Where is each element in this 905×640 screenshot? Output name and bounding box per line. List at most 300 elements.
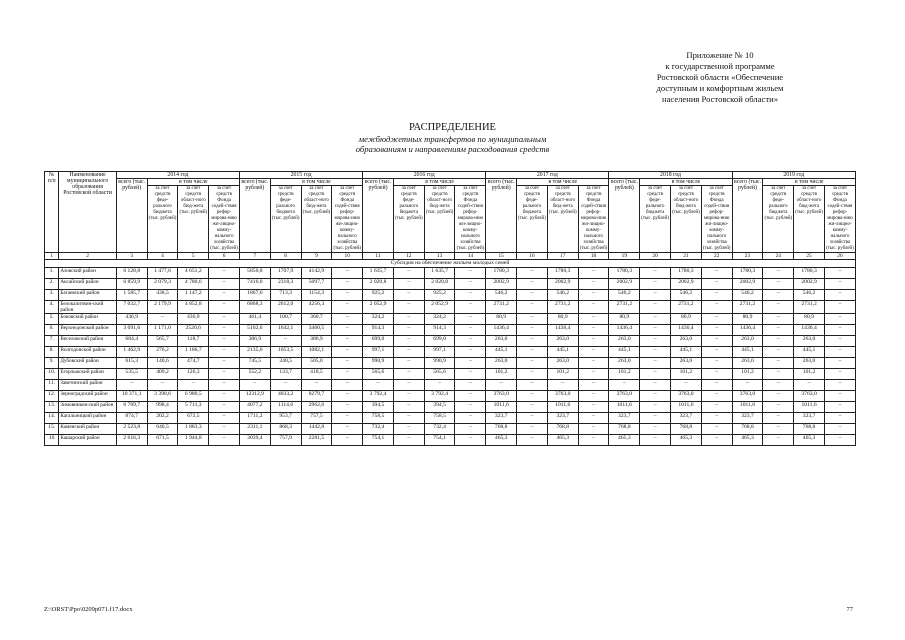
table-cell: –	[640, 435, 671, 446]
table-cell: 2318,3	[270, 279, 301, 290]
table-cell: 546,2	[609, 290, 640, 301]
table-cell: –	[701, 347, 732, 358]
table-cell: –	[671, 380, 702, 391]
header-year: 2016 год	[363, 172, 486, 179]
row-number: 1.	[45, 268, 59, 279]
table-cell: –	[332, 391, 363, 402]
municipality-name: Кагальницкий район	[59, 413, 116, 424]
table-cell: –	[393, 424, 424, 435]
table-cell: –	[517, 424, 548, 435]
header-incl: в том числе	[517, 179, 609, 186]
header-incl: в том числе	[393, 179, 485, 186]
row-number: 12.	[45, 391, 59, 402]
table-cell: –	[455, 369, 486, 380]
table-cell: 2281,5	[301, 435, 332, 446]
table-cell: –	[732, 380, 763, 391]
table-cell: –	[517, 268, 548, 279]
table-cell: –	[640, 347, 671, 358]
header-year: 2019 год	[732, 172, 855, 179]
table-cell: 394,5	[363, 402, 394, 413]
table-cell: –	[578, 391, 609, 402]
table-cell: 2731,2	[794, 301, 825, 314]
table-cell: 3 792,4	[363, 391, 394, 402]
table-cell: 2 052,9	[363, 301, 394, 314]
table-cell: –	[701, 301, 732, 314]
table-cell: –	[763, 380, 794, 391]
table-cell: –	[455, 336, 486, 347]
table-cell: –	[578, 413, 609, 424]
table-cell: 684,4	[116, 336, 147, 347]
table-cell: 263,0	[547, 336, 578, 347]
table-cell: 101,2	[547, 369, 578, 380]
table-cell: 263,0	[609, 336, 640, 347]
table-cell: –	[701, 290, 732, 301]
table-cell: 1442,8	[301, 424, 332, 435]
table-cell: –	[763, 369, 794, 380]
header-fed: за счет средств феде-рального бюджета (тыс. рублей)	[270, 186, 301, 253]
table-cell: –	[393, 279, 424, 290]
table-cell: –	[332, 268, 363, 279]
table-cell: –	[455, 435, 486, 446]
table-cell: –	[209, 435, 240, 446]
table-cell: –	[824, 413, 855, 424]
table-cell: –	[332, 290, 363, 301]
table-header	[45, 172, 856, 253]
table-cell: 4 780,6	[178, 279, 209, 290]
table-cell: 126,3	[178, 369, 209, 380]
table-cell: –	[640, 391, 671, 402]
table-cell: –	[517, 391, 548, 402]
column-number: 20	[640, 253, 671, 260]
table-cell: 1436,4	[732, 325, 763, 336]
table-cell: 546,2	[486, 290, 517, 301]
table-cell: 276,2	[147, 347, 178, 358]
table-cell: –	[824, 336, 855, 347]
table-cell: 1436,4	[794, 325, 825, 336]
table-cell: –	[517, 301, 548, 314]
table-cell: –	[824, 290, 855, 301]
table-cell: –	[578, 336, 609, 347]
table-row	[45, 380, 856, 391]
table-row	[45, 325, 856, 336]
table-cell: 535,5	[116, 369, 147, 380]
table-cell: –	[517, 290, 548, 301]
table-cell: –	[640, 314, 671, 325]
table-cell: –	[824, 391, 855, 402]
table-cell: –	[701, 424, 732, 435]
table-cell: 2002,9	[547, 279, 578, 290]
table-cell: –	[393, 413, 424, 424]
table-cell: –	[332, 325, 363, 336]
table-cell: –	[393, 325, 424, 336]
table-cell: 3763,0	[671, 391, 702, 402]
table-cell: –	[455, 290, 486, 301]
table-cell: –	[640, 290, 671, 301]
table-row	[45, 413, 856, 424]
table-cell: –	[824, 402, 855, 413]
table-cell: 2002,9	[794, 279, 825, 290]
table-cell: 465,3	[547, 435, 578, 446]
header-obl: за счет средств област-ного бюд-жета (тыс. рублей)	[794, 186, 825, 253]
table-cell: –	[640, 358, 671, 369]
table-cell: 640,5	[147, 424, 178, 435]
row-number: 16	[45, 435, 59, 446]
table-row	[45, 301, 856, 314]
table-cell: –	[640, 402, 671, 413]
header-obl: за счет средств област-ного бюд-жета (тыс. рублей)	[671, 186, 702, 253]
table-cell: –	[393, 336, 424, 347]
table-cell: 386,9	[301, 336, 332, 347]
table-cell: –	[363, 380, 394, 391]
table-cell: –	[701, 358, 732, 369]
table-cell: –	[332, 424, 363, 435]
table-cell: –	[578, 380, 609, 391]
table-cell: 5850,8	[239, 268, 270, 279]
table-cell: 6 709,7	[116, 402, 147, 413]
table-cell: –	[578, 424, 609, 435]
table-cell: –	[178, 380, 209, 391]
table-cell: –	[517, 402, 548, 413]
table-cell: 80,9	[547, 314, 578, 325]
table-row	[45, 424, 856, 435]
table-cell: –	[209, 347, 240, 358]
table-row	[45, 435, 856, 446]
table-row	[45, 391, 856, 402]
municipality-name: Заветинский район	[59, 380, 116, 391]
table-cell: 2002,9	[609, 279, 640, 290]
table-cell: –	[640, 279, 671, 290]
table-cell: 997,1	[424, 347, 455, 358]
table-cell: 474,7	[178, 358, 209, 369]
table-cell: –	[824, 279, 855, 290]
table-cell: –	[824, 314, 855, 325]
column-number: 17	[547, 253, 578, 260]
table-cell: –	[239, 380, 270, 391]
row-number: 10.	[45, 369, 59, 380]
row-number: 8.	[45, 347, 59, 358]
table-cell: 394,5	[424, 402, 455, 413]
table-cell: –	[578, 314, 609, 325]
table-cell: –	[578, 369, 609, 380]
header-obl: за счет средств област-ного бюд-жета (тыс. рублей)	[178, 186, 209, 253]
table-cell: –	[332, 279, 363, 290]
header-incl: в том числе	[640, 179, 732, 186]
table-cell: –	[455, 413, 486, 424]
table-cell: 2002,9	[732, 279, 763, 290]
table-cell: 1867,6	[239, 290, 270, 301]
row-number: 7.	[45, 336, 59, 347]
table-cell: –	[116, 380, 147, 391]
table-cell: –	[455, 402, 486, 413]
table-cell: –	[824, 380, 855, 391]
header-fund: за счет средств Фонда содей-ствия рефор-мирова-нию жи-лищно-комму-нального хозяйства (тыс. рублей)	[333, 186, 362, 251]
table-cell: –	[393, 380, 424, 391]
table-cell: –	[332, 358, 363, 369]
header-total: всего (тыс. рублей)	[732, 179, 763, 253]
table-cell: 323,7	[671, 413, 702, 424]
row-number: 2.	[45, 279, 59, 290]
table-cell: 323,7	[794, 413, 825, 424]
table-cell: –	[393, 369, 424, 380]
column-number: 21	[671, 253, 702, 260]
table-cell: 615,3	[116, 358, 147, 369]
municipality-name: Белокалитвин-ский район	[59, 301, 116, 314]
table-cell: –	[517, 369, 548, 380]
table-cell: 4033,2	[270, 391, 301, 402]
table-cell: –	[209, 279, 240, 290]
table-cell: –	[517, 336, 548, 347]
table-cell: –	[701, 279, 732, 290]
table-cell: 445,1	[671, 347, 702, 358]
table-cell: 386,9	[239, 336, 270, 347]
row-number: 5.	[45, 314, 59, 325]
table-cell: 565,7	[147, 336, 178, 347]
table-cell: –	[455, 358, 486, 369]
table-row	[45, 369, 856, 380]
row-number: 4.	[45, 301, 59, 314]
table-cell: –	[824, 301, 855, 314]
table-cell: –	[393, 314, 424, 325]
table-cell: –	[209, 358, 240, 369]
table-cell: 6 980,5	[178, 391, 209, 402]
table-cell: 263,0	[732, 336, 763, 347]
table-cell: 101,2	[794, 369, 825, 380]
table-cell: –	[517, 347, 548, 358]
table-cell: –	[332, 435, 363, 446]
table-cell: 699,0	[363, 336, 394, 347]
table-cell: –	[332, 369, 363, 380]
table-cell: –	[701, 336, 732, 347]
row-number: 3.	[45, 290, 59, 301]
table-cell: 1780,3	[794, 268, 825, 279]
table-cell: 2311,1	[239, 424, 270, 435]
header-obl: за счет средств област-ного бюд-жета (тыс. рублей)	[547, 186, 578, 253]
table-cell: 768,8	[609, 424, 640, 435]
column-number: 14	[455, 253, 486, 260]
table-cell: –	[609, 380, 640, 391]
table-cell: 1436,4	[671, 325, 702, 336]
table-cell: 1114,6	[270, 402, 301, 413]
table-cell: –	[209, 413, 240, 424]
header-fed: за счет средств феде-рального бюджета (тыс. рублей)	[147, 186, 178, 253]
row-number: 11.	[45, 380, 59, 391]
header-fund: за счет средств Фонда содей-ствия рефор-мирова-нию жи-лищно-комму-нального хозяйства (тыс. рублей)	[579, 186, 608, 251]
table-cell: 2002,9	[671, 279, 702, 290]
column-number: 18	[578, 253, 609, 260]
table-cell: 1642,1	[270, 325, 301, 336]
appendix-line: доступным и комфортным жильем	[656, 83, 784, 93]
table-cell: 1 635,7	[424, 268, 455, 279]
table-cell: 1 171,0	[147, 325, 178, 336]
table-cell: –	[824, 424, 855, 435]
table-cell: 324,2	[363, 314, 394, 325]
table-cell: 1 147,2	[178, 290, 209, 301]
table-cell: 754,1	[424, 435, 455, 446]
table-cell: –	[701, 314, 732, 325]
column-number: 25	[794, 253, 825, 260]
table-cell: 101,2	[671, 369, 702, 380]
table-cell: 768,8	[547, 424, 578, 435]
table-cell: –	[701, 369, 732, 380]
table-cell: 438,5	[147, 290, 178, 301]
table-cell: –	[517, 279, 548, 290]
table-cell: –	[209, 314, 240, 325]
table-cell: 3763,0	[609, 391, 640, 402]
table-cell: 1780,3	[732, 268, 763, 279]
header-fund: за счет средств Фонда содей-ствия рефор-мирова-нию жи-лищно-комму-нального хозяйства (тыс. рублей)	[210, 186, 238, 251]
table-cell: 1011,6	[732, 402, 763, 413]
table-row	[45, 268, 856, 279]
column-number: 7	[239, 253, 270, 260]
table-cell: –	[209, 325, 240, 336]
table-cell: 1011,6	[671, 402, 702, 413]
table-cell: –	[824, 325, 855, 336]
table-cell: 925,2	[424, 290, 455, 301]
table-cell: 323,7	[486, 413, 517, 424]
table-cell: 465,3	[732, 435, 763, 446]
table-cell: 3763,0	[732, 391, 763, 402]
table-cell: 758,5	[424, 413, 455, 424]
table-cell: 263,0	[794, 358, 825, 369]
distribution-table	[44, 171, 856, 446]
table-cell: 1011,6	[547, 402, 578, 413]
table-cell: 323,7	[547, 413, 578, 424]
municipality-name: Аксайский район	[59, 279, 116, 290]
table-cell: –	[824, 347, 855, 358]
subtitle-line: межбюджетных трансфертов по муниципальным	[358, 134, 547, 144]
table-cell: –	[455, 424, 486, 435]
table-row	[45, 402, 856, 413]
column-number: 23	[732, 253, 763, 260]
header-year: 2018 год	[609, 172, 732, 179]
table-cell: 998,4	[147, 402, 178, 413]
table-cell: 1780,3	[609, 268, 640, 279]
table-cell: 2 523,8	[116, 424, 147, 435]
table-cell: 100,7	[270, 314, 301, 325]
table-cell: –	[640, 424, 671, 435]
table-body	[45, 253, 856, 446]
header-fed: за счет средств феде-рального бюджета (тыс. рублей)	[517, 186, 548, 253]
footer-file-path: Z:\ORST\Ppo\0209p071.f17.docx	[44, 606, 133, 613]
header-fed: за счет средств феде-рального бюджета (тыс. рублей)	[393, 186, 424, 253]
table-cell: –	[763, 301, 794, 314]
table-cell: –	[486, 380, 517, 391]
table-cell: 754,1	[363, 435, 394, 446]
table-cell: –	[393, 347, 424, 358]
table-cell: –	[763, 413, 794, 424]
table-cell: –	[270, 336, 301, 347]
table-cell: 546,2	[794, 290, 825, 301]
table-cell: 1 477,6	[147, 268, 178, 279]
table-cell: 732,4	[424, 424, 455, 435]
table-cell: 3460,5	[301, 325, 332, 336]
table-cell: 1 635,7	[363, 268, 394, 279]
table-cell: –	[332, 402, 363, 413]
table-cell: –	[393, 402, 424, 413]
table-cell: –	[393, 358, 424, 369]
table-cell: –	[455, 301, 486, 314]
table-cell: 80,9	[671, 314, 702, 325]
table-cell: –	[455, 380, 486, 391]
table-cell: 445,1	[794, 347, 825, 358]
table-cell: 768,8	[671, 424, 702, 435]
table-cell: 732,4	[363, 424, 394, 435]
table-cell: –	[517, 413, 548, 424]
document-title: РАСПРЕДЕЛЕНИЕ	[409, 122, 496, 133]
table-cell: 445,1	[732, 347, 763, 358]
municipality-name: Верхнедонской район	[59, 325, 116, 336]
table-cell: –	[209, 369, 240, 380]
table-cell: 80,9	[794, 314, 825, 325]
table-cell: 2612,0	[270, 301, 301, 314]
column-number: 6	[209, 253, 240, 260]
table-cell: 101,2	[732, 369, 763, 380]
table-cell: 2002,9	[486, 279, 517, 290]
table-cell: –	[763, 325, 794, 336]
table-cell: –	[455, 268, 486, 279]
table-cell: –	[332, 347, 363, 358]
table-cell: –	[763, 290, 794, 301]
table-cell: –	[332, 301, 363, 314]
table-cell: 2 020,8	[424, 279, 455, 290]
header-incl: в том числе	[270, 179, 362, 186]
table-cell: 1780,3	[671, 268, 702, 279]
table-cell: –	[578, 435, 609, 446]
table-cell: 671,5	[147, 435, 178, 446]
table-cell: 2 179,9	[147, 301, 178, 314]
table-cell: 2520,6	[178, 325, 209, 336]
header-total: всего (тыс. рублей)	[363, 179, 394, 253]
table-cell: 2731,2	[732, 301, 763, 314]
column-number: 16	[517, 253, 548, 260]
table-cell: –	[763, 347, 794, 358]
table-cell: –	[701, 435, 732, 446]
table-cell: 202,2	[147, 413, 178, 424]
table-cell: –	[455, 391, 486, 402]
column-number: 4	[147, 253, 178, 260]
table-cell: –	[455, 279, 486, 290]
table-cell: 263,0	[486, 336, 517, 347]
table-cell: 360,7	[301, 314, 332, 325]
municipality-name: Боковский район	[59, 314, 116, 325]
table-cell: –	[332, 336, 363, 347]
header-incl: в том числе	[763, 179, 856, 186]
table-cell: –	[640, 325, 671, 336]
table-cell: 436,9	[178, 314, 209, 325]
table-cell: –	[332, 380, 363, 391]
table-cell: –	[701, 325, 732, 336]
table-cell: –	[578, 347, 609, 358]
table-cell: 1 585,7	[116, 290, 147, 301]
table-cell: –	[763, 268, 794, 279]
table-cell: 133,7	[270, 369, 301, 380]
table-cell: –	[701, 391, 732, 402]
table-cell: –	[393, 301, 424, 314]
table-cell: 418,5	[301, 369, 332, 380]
table-cell: 757,5	[301, 413, 332, 424]
header-total: всего (тыс. рублей)	[116, 179, 147, 253]
table-cell: 672,5	[178, 413, 209, 424]
table-cell: 465,3	[609, 435, 640, 446]
table-row	[45, 314, 856, 325]
appendix-line: Приложение № 10	[686, 50, 754, 60]
header-incl: в том числе	[147, 179, 239, 186]
table-cell: 1011,6	[609, 402, 640, 413]
table-cell: 2731,2	[671, 301, 702, 314]
header-fund: за счет средств Фонда содей-ствия рефор-мирова-нию жи-лищно-комму-нального хозяйства (тыс. рублей)	[826, 186, 854, 251]
table-cell: –	[701, 380, 732, 391]
table-cell: –	[270, 380, 301, 391]
